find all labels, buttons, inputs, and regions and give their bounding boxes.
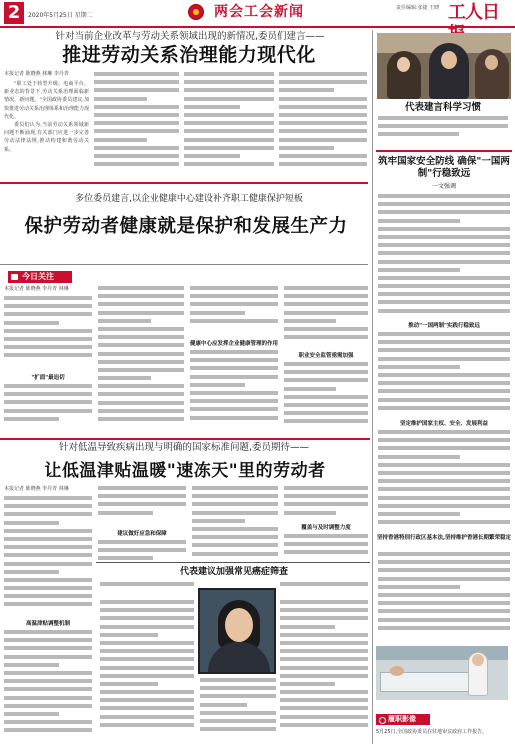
today-text-block — [4, 296, 92, 370]
hospital-ward-photo — [376, 646, 508, 700]
right-story-headline: 筑牢国家安全防线 确保"一国两制"行稳致远 — [378, 156, 510, 179]
right-top-caption-title: 代表建言科学习惯 — [404, 102, 481, 113]
story1-paragraph: "职工处于转型升级、电商平台、新业态的背景下,劳动关系治理面临新情况、新问题。"全国政协委员建议,加快推进劳动关系治理体系和治理能力现代化。 — [4, 81, 89, 120]
right-subhead-3: 坚持香港特别行政区基本法,坚持维护香港长期繁荣稳定 — [376, 535, 512, 541]
section-title: 两会工会新闻 — [214, 4, 304, 20]
story3-subhead-1: 高温津贴调整机制 — [25, 621, 70, 627]
right-top-caption-text — [378, 116, 508, 146]
story1-kicker: 针对当前企业改革与劳动关系领域出现的新情况,委员们建言—— — [55, 31, 325, 42]
delegate-portrait-photo — [198, 588, 276, 674]
date-line: 2020年5月25日 星期二 — [28, 12, 93, 19]
today-column-2 — [98, 286, 184, 434]
section-tag-photos: 履职影像 — [376, 714, 430, 725]
today-subhead-1: "扩面"最迫切 — [31, 375, 65, 381]
today-text-block — [190, 350, 278, 434]
masthead-rule — [0, 26, 515, 28]
right-story-text — [378, 332, 510, 416]
today-focus-tag: 今日关注 — [8, 271, 72, 283]
right-subhead-2: 坚定维护国家主权、安全、发展利益 — [399, 421, 488, 427]
story3-subhead-3: 覆盖与及时调整力度 — [301, 525, 351, 531]
story2-kicker: 多位委员建言,以企业健康中心建设补齐职工健康保护短板 — [75, 194, 303, 204]
right-story-rule — [376, 150, 512, 152]
story1-column-3 — [184, 72, 274, 178]
story3-column-7 — [200, 678, 276, 744]
today-subhead-3: 职业安全监管亟需加强 — [298, 353, 354, 359]
photo-caption-text — [100, 582, 194, 594]
story3-column-2 — [98, 486, 186, 526]
today-byline: 本报记者 陈晓燕 李丹青 林琳 — [4, 286, 69, 292]
right-subhead-1: 推动"一国两制"实践行稳致远 — [408, 323, 480, 329]
bottom-photo-caption: 5月25日,全国政协委员在驻地审议政府工作报告。 — [376, 729, 488, 735]
story3-top-rule — [0, 438, 370, 440]
story3-column-5 — [100, 600, 194, 744]
story2-headline: 保护劳动者健康就是保护和发展生产力 — [24, 216, 348, 237]
story3-subhead-2: 建议做好应急和保障 — [117, 531, 167, 537]
story3-column-1 — [4, 496, 92, 616]
editors-credit: 责任编辑:张捷 王晓 — [396, 5, 440, 11]
column-divider — [372, 30, 373, 744]
delegates-group-photo — [377, 33, 511, 99]
story3-column-3 — [192, 486, 278, 564]
today-text-block — [284, 362, 368, 434]
story3-column-6 — [280, 600, 368, 744]
story3-text-block — [4, 630, 92, 744]
photo-caption-text — [280, 582, 368, 594]
today-subhead-2: 健康中心应发挥企业健康管理的作用 — [189, 341, 278, 347]
story1-headline: 推进劳动关系治理能力现代化 — [62, 44, 316, 66]
today-text-block — [4, 384, 92, 434]
newspaper-logo: 工人日 — [448, 2, 499, 23]
story1-paragraph: 委员们认为,当前劳动关系领域新问题不断涌现,有关部门应进一步完善劳动法律法规,推动构建和谐劳动关系。 — [4, 122, 89, 153]
emblem-icon — [188, 4, 204, 20]
story3-text-block — [98, 540, 186, 564]
story3-headline: 让低温津贴温暖"速冻天"里的劳动者 — [44, 461, 326, 481]
story1-column-4 — [279, 72, 367, 178]
photo-caption-title: 代表建议加强常见癌症筛查 — [179, 567, 288, 577]
story3-kicker: 针对低温导致疾病出现与明确的国家标准问题,委员期待—— — [58, 442, 310, 453]
story3-column-4 — [284, 486, 368, 520]
page-number: 2 — [4, 2, 24, 24]
photo-box-rule — [96, 562, 370, 563]
right-story-text — [378, 430, 510, 530]
right-story-sub: 一文强调 — [431, 183, 456, 190]
masthead — [0, 0, 515, 28]
right-story-text — [378, 194, 510, 318]
right-story-text — [378, 552, 510, 642]
story3-byline: 本报记者 陈晓燕 李丹青 林琳 — [4, 486, 69, 492]
today-column-4 — [284, 286, 368, 348]
story1-column-2 — [94, 72, 179, 178]
story1-byline: 本报记者 陈晓燕 林琳 李丹青 — [4, 71, 69, 77]
today-column-3 — [190, 286, 278, 336]
story3-text-block — [284, 534, 368, 564]
story1-column-1 — [4, 70, 89, 178]
